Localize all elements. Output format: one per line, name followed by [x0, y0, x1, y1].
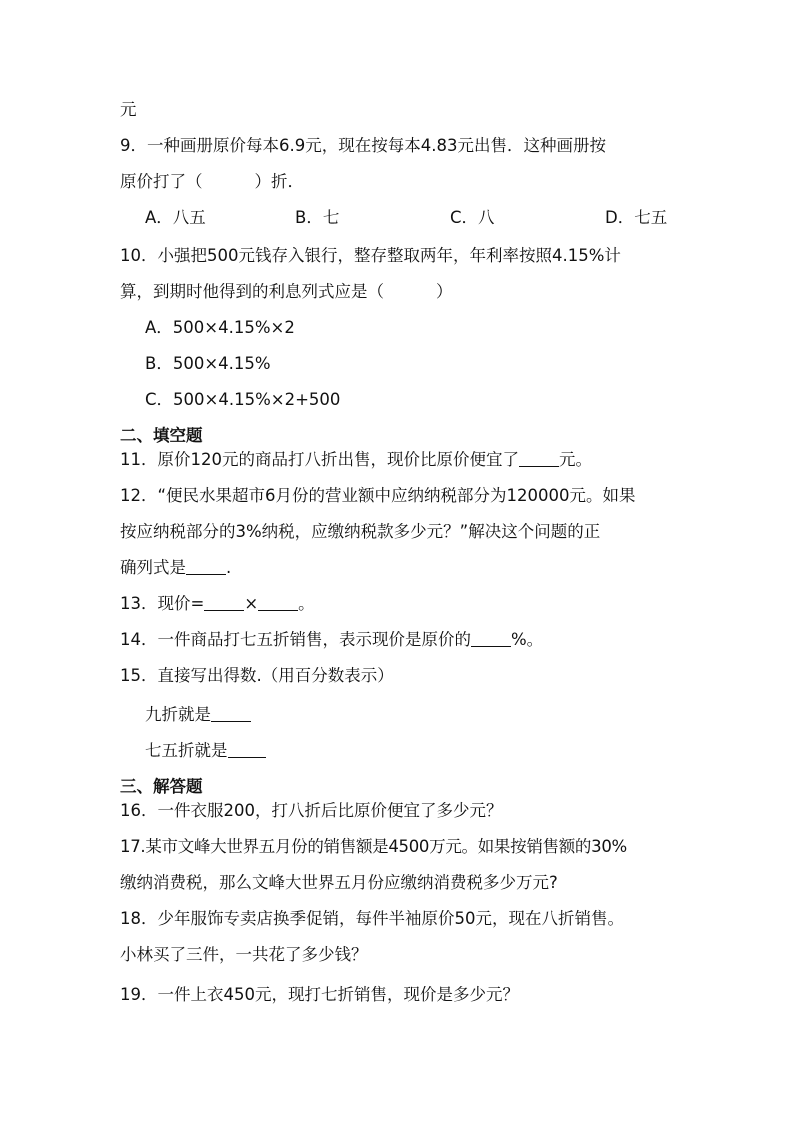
q9-line1: 9．一种画册原价每本6.9元，现在按每本4.83元出售．这种画册按 — [120, 136, 606, 155]
q16: 16．一件衣服200，打八折后比原价便宜了多少元？ — [120, 801, 503, 820]
q8-tail: 元 — [120, 100, 137, 119]
q10-option-a: A．500×4.15%×2 — [145, 318, 295, 337]
q12-line3 — [120, 556, 231, 580]
q10-line2 — [120, 280, 453, 304]
q18-line2: 小林买了三件，一共花了多少钱？ — [120, 945, 368, 964]
q14-text: 14．一件商品打七五折销售，表示现价是原价的 — [120, 630, 471, 649]
q10-line2-end: ） — [436, 282, 453, 301]
q13-text: 13．现价= — [120, 594, 205, 613]
answer-blank — [186, 558, 226, 575]
q15-line1: 15．直接写出得数.（用百分数表示） — [120, 666, 394, 685]
q9-line2 — [120, 170, 304, 194]
q11-text-end: 元。 — [559, 450, 592, 469]
q9-option-b: B．七 — [295, 208, 340, 227]
q14-text-end: %。 — [511, 630, 544, 649]
q10-option-c: C．500×4.15%×2+500 — [145, 390, 341, 409]
q17-line2: 缴纳消费税，那么文峰大世界五月份应缴纳消费税多少万元? — [120, 873, 558, 892]
q10-line2-start: 算，到期时他得到的利息列式应是（ — [120, 282, 384, 301]
q15-sub2-text: 七五折就是 — [145, 741, 228, 760]
q17-line1: 17.某市文峰大世界五月份的销售额是4500万元。如果按销售额的30% — [120, 837, 627, 856]
q9-option-d: D．七五 — [605, 208, 668, 227]
q15-sub1-text: 九折就是 — [145, 705, 211, 724]
q10-line1: 10．小强把500元钱存入银行，整存整取两年，年利率按照4.15%计 — [120, 246, 621, 265]
answer-blank — [211, 705, 251, 722]
q18-line1: 18．少年服饰专卖店换季促销，每件半袖原价50元，现在八折销售。 — [120, 909, 624, 928]
q15-sub2 — [145, 739, 266, 763]
q12-line3-end: . — [226, 558, 232, 577]
q12-line3-start: 确列式是 — [120, 558, 186, 577]
q15-sub1 — [145, 703, 251, 727]
q9-option-c: C．八 — [450, 208, 495, 227]
q13 — [120, 592, 315, 616]
q10-option-b: B．500×4.15% — [145, 354, 271, 373]
q9-option-a: A．八五 — [145, 208, 206, 227]
answer-blank — [204, 594, 244, 611]
answer-blank — [471, 630, 511, 647]
q19: 19．一件上衣450元，现打七折销售，现价是多少元？ — [120, 985, 519, 1004]
answer-blank — [228, 741, 266, 758]
q11-text: 11．原价120元的商品打八折出售，现价比原价便宜了 — [120, 450, 519, 469]
q9-options — [145, 206, 685, 230]
section-fill-in-heading: 二、填空题 — [120, 426, 203, 445]
q9-line2-end: ）折． — [254, 172, 304, 191]
q11 — [120, 448, 592, 472]
q13-times: × — [244, 594, 259, 613]
q12-line1: 12．“便民水果超市6月份的营业额中应纳纳税部分为120000元。如果 — [120, 486, 636, 505]
section-answer-heading: 三、解答题 — [120, 777, 203, 796]
q14 — [120, 628, 543, 652]
q12-line2: 按应纳税部分的3%纳税，应缴纳税款多少元？”解决这个问题的正 — [120, 522, 601, 541]
answer-blank — [258, 594, 298, 611]
q13-text-end: 。 — [298, 594, 315, 613]
q9-line2-start: 原价打了（ — [120, 172, 203, 191]
answer-blank — [519, 450, 559, 467]
